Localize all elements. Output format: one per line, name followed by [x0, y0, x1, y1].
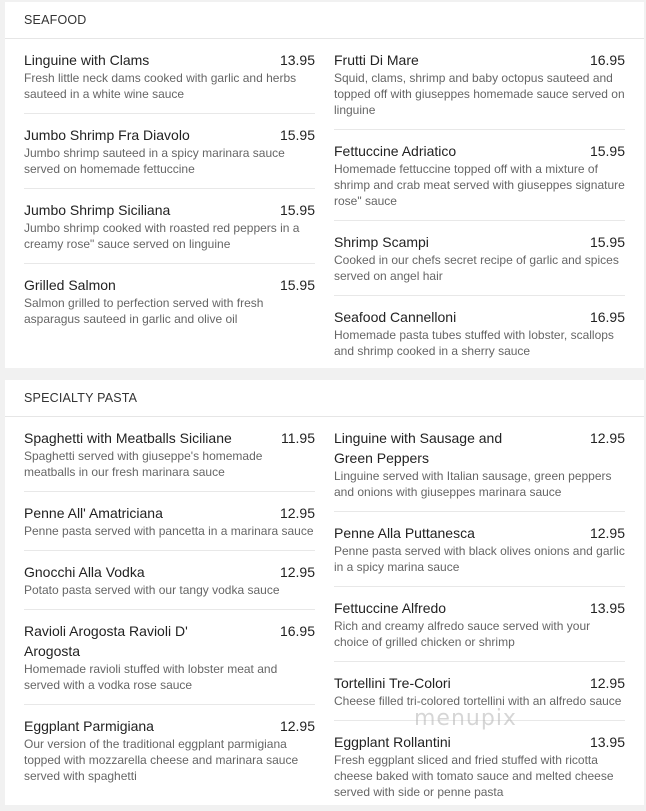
item-name: Ravioli Arogosta Ravioli D' Arogosta: [24, 623, 188, 659]
menu-item[interactable]: [24, 417, 315, 491]
item-description: Homemade ravioli stuffed with lobster meat and served with a vodka rose sauce: [24, 662, 278, 692]
menu-item[interactable]: [24, 188, 315, 263]
item-price: 15.95: [279, 277, 315, 293]
menu-item[interactable]: [24, 113, 315, 188]
item-name: Gnocchi Alla Vodka: [24, 564, 145, 580]
item-description: Jumbo shrimp cooked with roasted red peppers in a creamy rose" sauce served on linguine: [24, 221, 300, 251]
item-price: 12.95: [279, 718, 315, 734]
item-description: Squid, clams, shrimp and baby octopus sauteed and topped off with giuseppes homemade sauce served on linguine: [334, 71, 625, 117]
left-column: [24, 417, 315, 811]
item-name: Eggplant Rollantini: [334, 734, 451, 750]
item-name: Grilled Salmon: [24, 277, 116, 293]
item-price: 16.95: [279, 623, 315, 639]
right-column: [334, 417, 625, 811]
item-price: 12.95: [589, 675, 625, 691]
item-description: Homemade pasta tubes stuffed with lobster, scallops and shrimp cooked in a sherry sauce: [334, 328, 614, 358]
item-price: 12.95: [589, 430, 625, 446]
item-price: 13.95: [589, 600, 625, 616]
item-name: Linguine with Clams: [24, 52, 150, 68]
item-price: 15.95: [279, 127, 315, 143]
menu-item[interactable]: [24, 491, 315, 550]
menu-item[interactable]: [334, 39, 625, 129]
menu-item[interactable]: [334, 129, 625, 220]
item-name: Frutti Di Mare: [334, 52, 419, 68]
item-price: 16.95: [589, 309, 625, 325]
item-name: Linguine with Sausage and Green Peppers: [334, 430, 503, 466]
specialty-pasta-section: [5, 380, 644, 805]
item-description: Spaghetti served with giuseppe's homemade meatballs in our fresh marinara sauce: [24, 449, 263, 479]
section-title: SPECIALTY PASTA: [5, 380, 644, 417]
item-description: Fresh little neck dams cooked with garlic and herbs sauteed in a white wine sauce: [24, 71, 297, 101]
item-description: Penne pasta served with pancetta in a marinara sauce: [24, 524, 314, 538]
item-price: 15.95: [279, 202, 315, 218]
item-description: Fresh eggplant sliced and fried stuffed with ricotta cheese baked with tomato sauce and melted cheese served with side or penne pasta: [334, 753, 614, 799]
menu-item[interactable]: [24, 609, 315, 704]
item-name: Spaghetti with Meatballs Siciliane: [24, 430, 232, 446]
item-name: Penne Alla Puttanesca: [334, 525, 475, 541]
menu-item[interactable]: [334, 586, 625, 661]
item-name: Eggplant Parmigiana: [24, 718, 154, 734]
item-description: Our version of the traditional eggplant parmigiana topped with mozzarella cheese and marinara sauce served with spaghetti: [24, 737, 299, 783]
menupix-watermark: menupix: [414, 706, 517, 731]
right-column: [334, 39, 625, 370]
item-name: Fettuccine Adriatico: [334, 143, 457, 159]
item-price: 11.95: [281, 430, 315, 446]
item-description: Jumbo shrimp sauteed in a spicy marinara sauce served on homemade fettuccine: [24, 146, 285, 176]
menu-item[interactable]: [334, 220, 625, 295]
item-price: 12.95: [279, 505, 315, 521]
menu-item[interactable]: [24, 39, 315, 113]
menu-item[interactable]: [334, 720, 625, 811]
item-description: Potato pasta served with our tangy vodka sauce: [24, 583, 280, 597]
menu-item[interactable]: [334, 417, 625, 511]
item-name: Shrimp Scampi: [334, 234, 429, 250]
item-name: Fettuccine Alfredo: [334, 600, 447, 616]
item-price: 15.95: [589, 143, 625, 159]
item-description: Rich and creamy alfredo sauce served with your choice of grilled chicken or shrimp: [334, 619, 591, 649]
menu-item[interactable]: [334, 511, 625, 586]
item-description: Penne pasta served with black olives onions and garlic in a spicy marina sauce: [334, 544, 625, 574]
item-description: Salmon grilled to perfection served with fresh asparagus sauteed in garlic and olive oil: [24, 296, 264, 326]
item-price: 15.95: [589, 234, 625, 250]
item-name: Seafood Cannelloni: [334, 309, 457, 325]
seafood-section: [5, 2, 644, 368]
menu-item[interactable]: [24, 263, 315, 338]
item-price: 12.95: [279, 564, 315, 580]
item-price: 16.95: [589, 52, 625, 68]
section-title: SEAFOOD: [5, 2, 644, 39]
item-name: Tortellini Tre-Colori: [334, 675, 451, 691]
item-name: Penne All' Amatriciana: [24, 505, 163, 521]
menu-item[interactable]: [24, 704, 315, 795]
item-price: 13.95: [589, 734, 625, 750]
item-description: Cooked in our chefs secret recipe of garlic and spices served on angel hair: [334, 253, 619, 283]
item-description: Linguine served with Italian sausage, green peppers and onions with giuseppes marinara sauce: [334, 469, 612, 499]
menu-item[interactable]: [334, 295, 625, 370]
item-price: 12.95: [589, 525, 625, 541]
item-name: Jumbo Shrimp Fra Diavolo: [24, 127, 190, 143]
left-column: [24, 39, 315, 370]
menu-item[interactable]: [24, 550, 315, 609]
item-price: 13.95: [279, 52, 315, 68]
item-description: Homemade fettuccine topped off with a mixture of shrimp and crab meat served with giuseppes signature rose" sauce: [334, 162, 625, 208]
item-name: Jumbo Shrimp Siciliana: [24, 202, 171, 218]
item-description: Cheese filled tri-colored tortellini with an alfredo sauce: [334, 694, 622, 708]
